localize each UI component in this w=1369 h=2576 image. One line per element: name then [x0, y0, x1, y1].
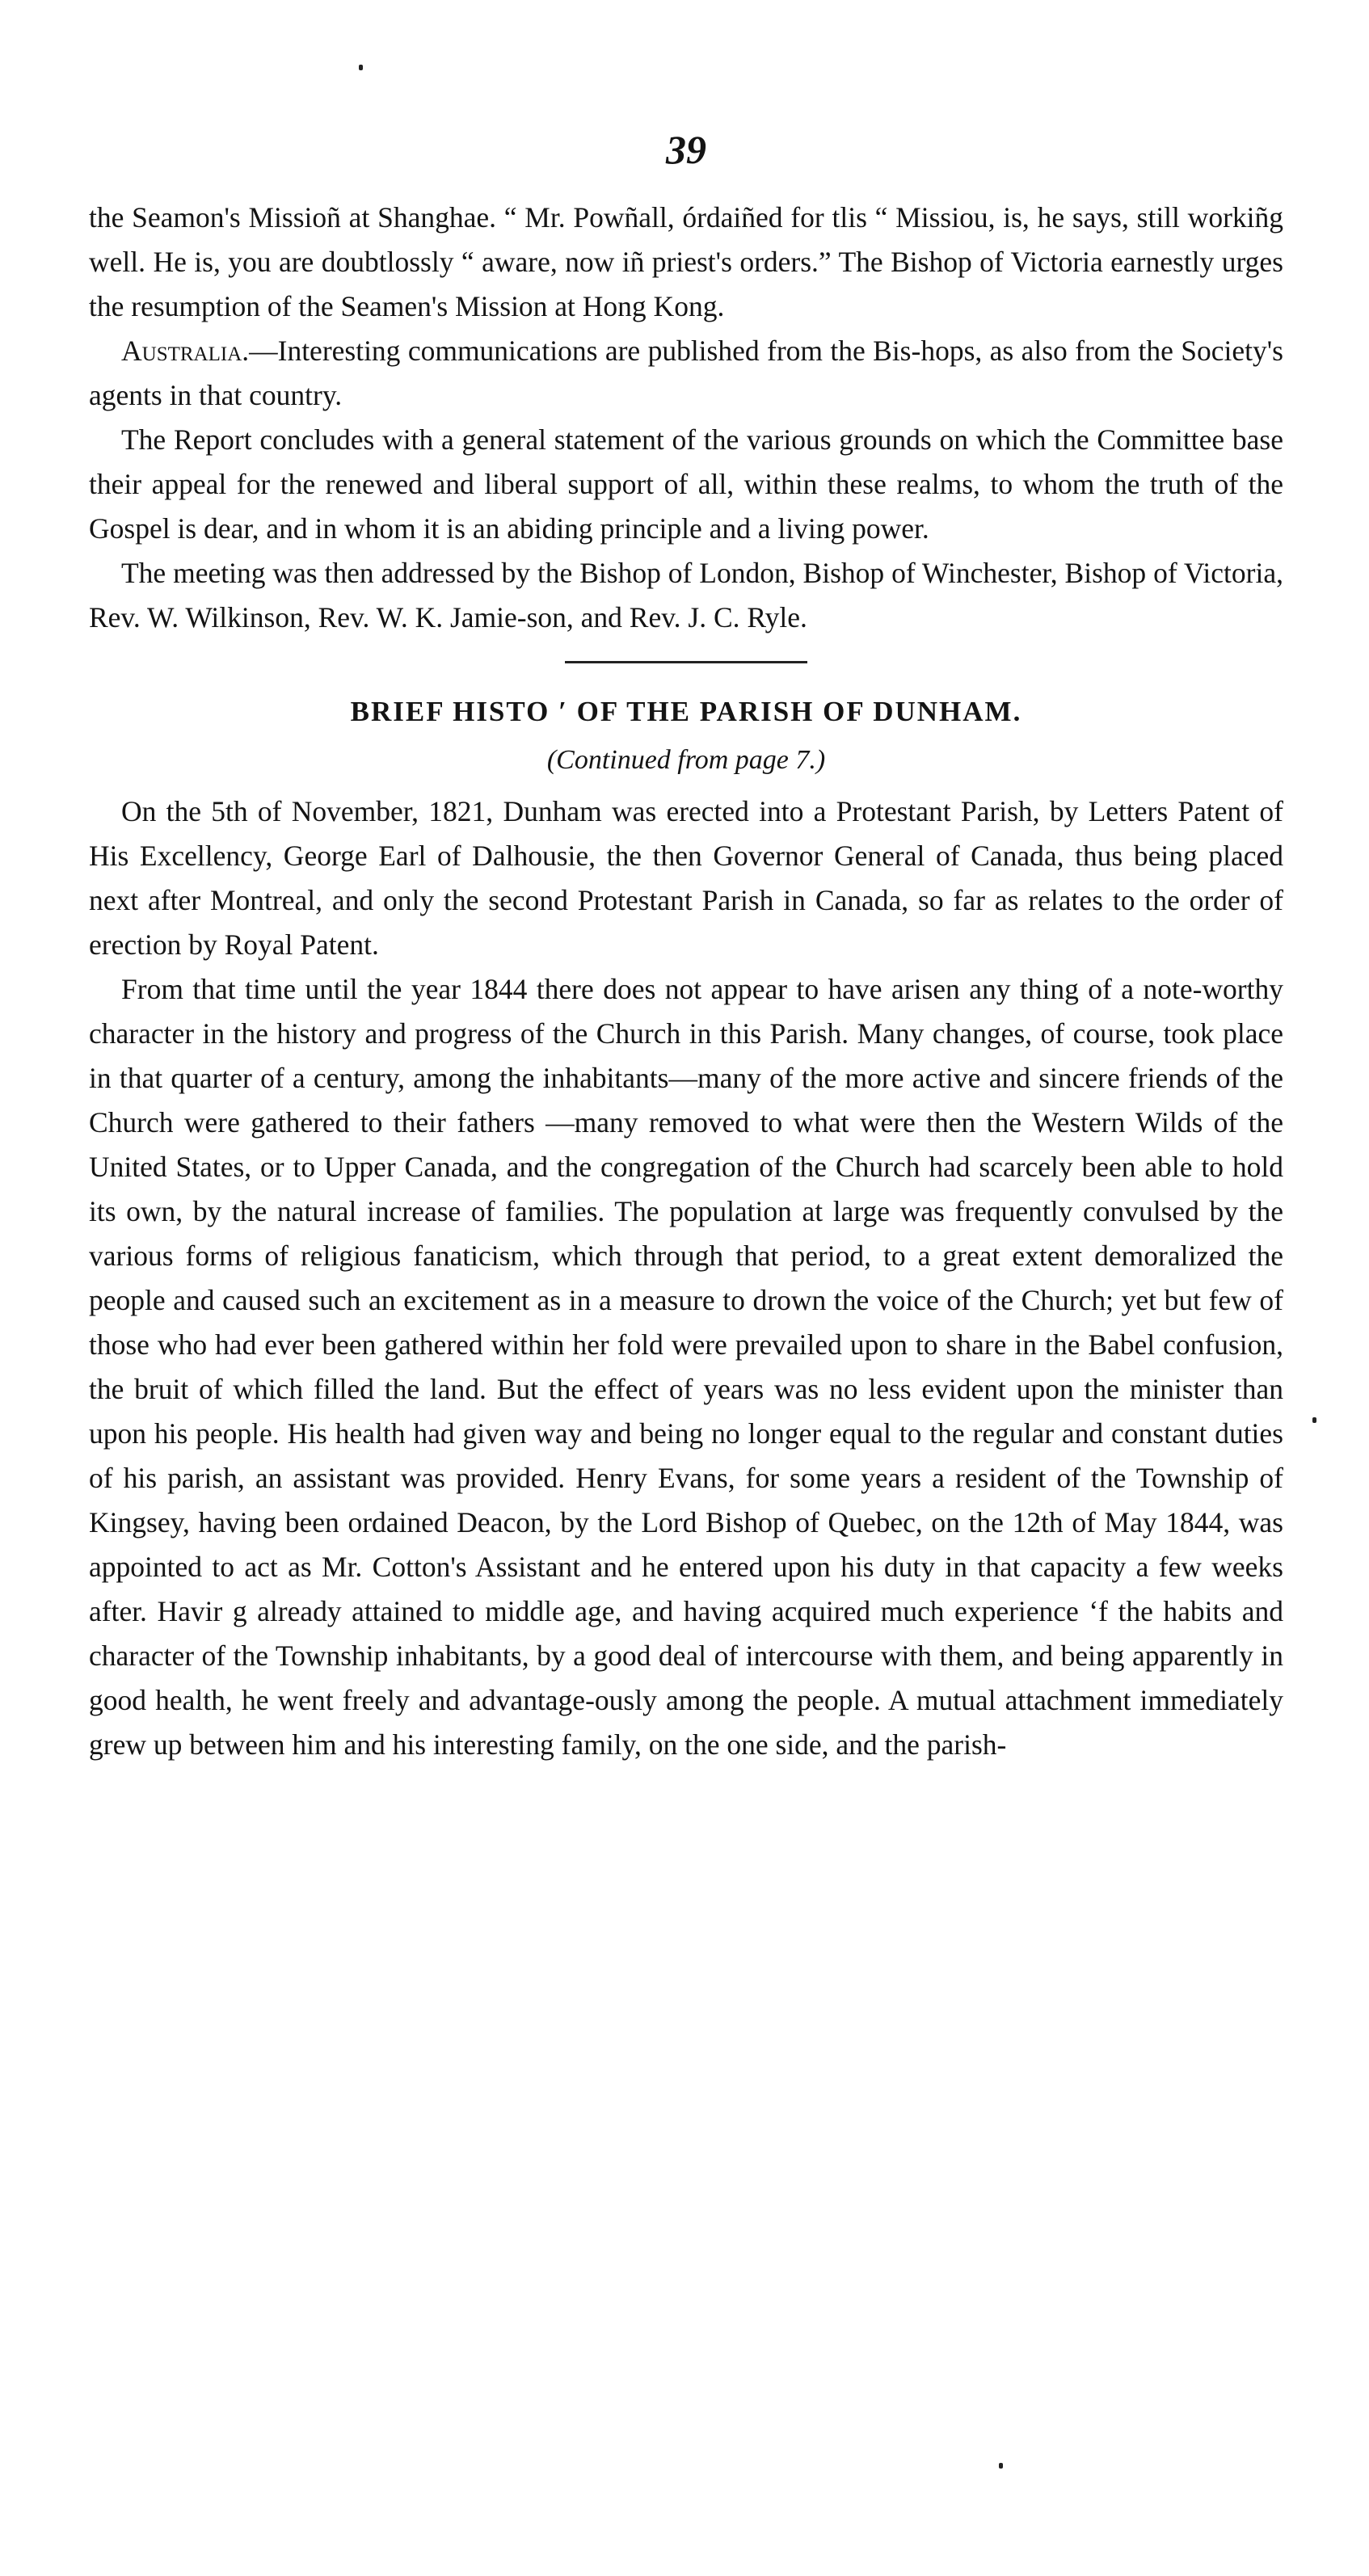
australia-heading: Australia. [121, 335, 250, 367]
section-title: BRIEF HISTO ′ OF THE PARISH OF DUNHAM. [350, 696, 1022, 727]
australia-text: —Interesting communications are published from the Bis-hops, as also from the Society's agents in that country. [89, 335, 1283, 411]
paragraph-australia [89, 329, 1283, 418]
ink-speck-top [359, 65, 363, 70]
section-divider [565, 661, 807, 663]
ink-speck-bottom [999, 2463, 1003, 2469]
paragraph-seamens-mission: the Seamon's Missioñ at Shanghae. “ Mr. Powñall, órdaiñed for tlis “ Missiou, is, he says, still workiñg well. He is, you are doubtlossly “ aware, now iñ priest's orders.” The Bishop of Victoria earnestly urges the resumption of the Seamen's Mission at Hong Kong. [89, 201, 1283, 322]
paragraph-parish-erection: On the 5th of November, 1821, Dunham was erected into a Protestant Parish, by Letters Patent of His Excellency, George Earl of Dalhousie, the then Governor General of Canada, thus being placed next after Montreal, and only the second Protestant Parish in Canada, so far as relates to the order of erection by Royal Patent. [89, 795, 1283, 961]
ink-speck-right [1312, 1417, 1316, 1423]
continued-note: (Continued from page 7.) [546, 745, 826, 775]
text-column [89, 129, 1283, 1767]
paragraph-meeting-addressed: The meeting was then addressed by the Bishop of London, Bishop of Winchester, Bishop of Victoria, Rev. W. Wilkinson, Rev. W. K. Jamie-son, and Rev. J. C. Ryle. [89, 557, 1283, 633]
paragraph-parish-history: From that time until the year 1844 there does not appear to have arisen any thing of a note-worthy character in the history and progress of the Church in this Parish. Many changes, of course, took place in that quarter of a century, among the inhabitants—many of the more active and sincere friends of the Church were gathered to their fathers —many removed to what were then the Western Wilds of the United States, or to Upper Canada, and the congregation of the Church had scarcely been able to hold its own, by the natural increase of families. The population at large was frequently convulsed by the various forms of religious fanaticism, which through that period, to a great extent demoralized the people and caused such an excitement as in a measure to drown the voice of the Church; yet but few of those who had ever been gathered within her fold were prevailed upon to share in the Babel confusion, the bruit of which filled the land. But the effect of years was no less evident upon the minister than upon his people. His health had given way and being no longer equal to the regular and constant duties of his parish, an assistant was provided. Henry Evans, for some years a resident of the Township of Kingsey, having been ordained Deacon, by the Lord Bishop of Quebec, on the 12th of May 1844, was appointed to act as Mr. Cotton's Assistant and he entered upon his duty in that capacity a few weeks after. Havir g already attained to middle age, and having acquired much experience ʻf the habits and character of the Township inhabitants, by a good deal of intercourse with them, and being apparently in good health, he went freely and advantage-ously among the people. A mutual attachment immediately grew up between him and his interesting family, on the one side, and the parish- [89, 973, 1283, 1761]
page-number: 39 [666, 127, 706, 172]
paragraph-report-conclusion: The Report concludes with a general statement of the various grounds on which the Committee base their appeal for the renewed and liberal support of all, within these realms, to whom the truth of the Gospel is dear, and in whom it is an abiding principle and a living power. [89, 423, 1283, 545]
